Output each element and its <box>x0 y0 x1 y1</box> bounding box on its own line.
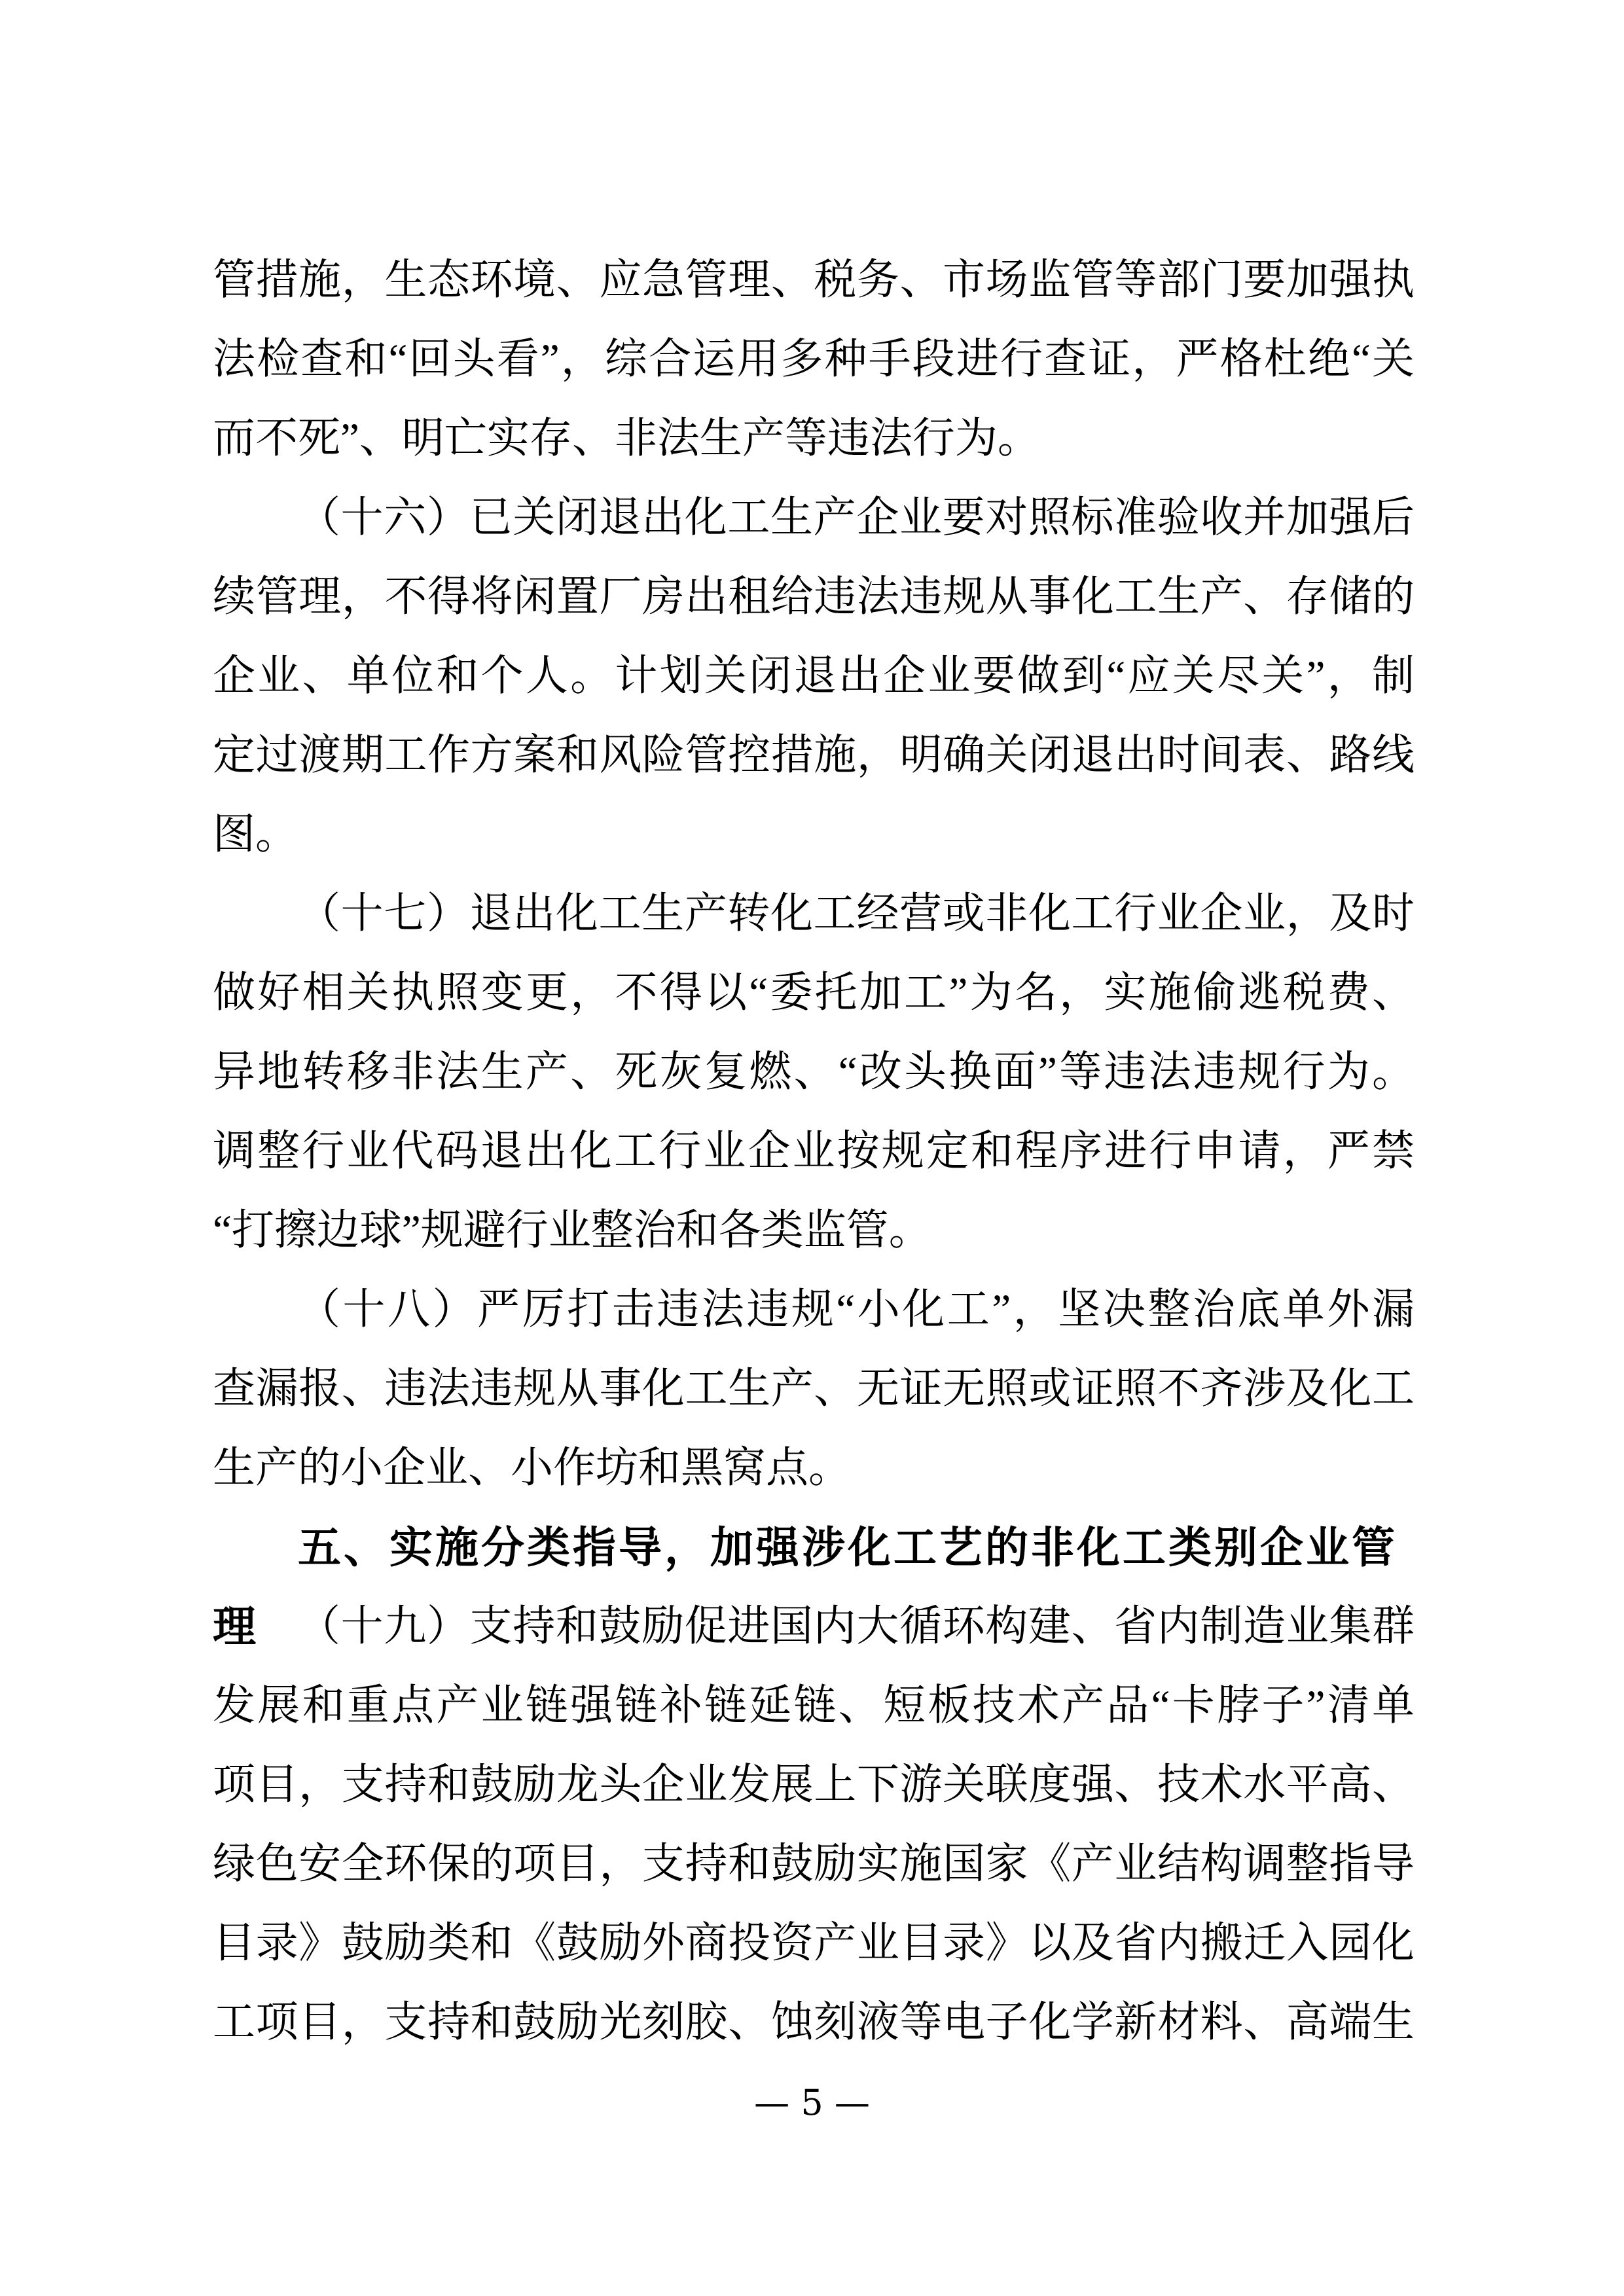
text-line: 法检查和“回头看”，综合运用多种手段进行查证，严格杜绝“关 <box>213 336 1415 383</box>
text-line: 续管理，不得将闲置厂房出租给违法违规从事化工生产、存储的 <box>213 573 1415 620</box>
text-line: 查漏报、违法违规从事化工生产、无证无照或证照不齐涉及化工 <box>213 1365 1415 1412</box>
document-body <box>213 241 1415 2062</box>
page-number: — 5 — <box>754 2082 870 2123</box>
text-line: 发展和重点产业链强链补链延链、短板技术产品“卡脖子”清单 <box>213 1682 1415 1729</box>
text-line: （十八）严厉打击违法违规“小化工”，坚决整治底单外漏 <box>298 1286 1415 1333</box>
text-line: 调整行业代码退出化工行业企业按规定和程序进行申请，严禁 <box>213 1128 1415 1175</box>
text-line: 项目，支持和鼓励龙头企业发展上下游关联度强、技术水平高、 <box>213 1761 1415 1808</box>
section-heading: 五、实施分类指导，加强涉化工艺的非化工类别企业管理 <box>213 1522 1398 1652</box>
text-line: 定过渡期工作方案和风险管控措施，明确关闭退出时间表、路线 <box>213 732 1415 779</box>
text-line: 做好相关执照变更，不得以“委托加工”为名，实施偷逃税费、 <box>213 969 1415 1016</box>
text-line: “打擦边球”规避行业整治和各类监管。 <box>213 1207 931 1254</box>
text-line: 目录》鼓励类和《鼓励外商投资产业目录》以及省内搬迁入园化 <box>213 1920 1415 1967</box>
text-line: 生产的小企业、小作坊和黑窝点。 <box>213 1444 852 1492</box>
text-line: （十七）退出化工生产转化工经营或非化工行业企业，及时 <box>298 890 1415 937</box>
text-line: 工项目，支持和鼓励光刻胶、蚀刻液等电子化学新材料、高端生 <box>213 1999 1415 2046</box>
text-line: 异地转移非法生产、死灰复燃、“改头换面”等违法违规行为。 <box>213 1049 1415 1096</box>
text-line: 绿色安全环保的项目，支持和鼓励实施国家《产业结构调整指导 <box>213 1840 1415 1888</box>
text-line: 企业、单位和个人。计划关闭退出企业要做到“应关尽关”，制 <box>213 653 1415 700</box>
text-line: 而不死”、明亡实存、非法生产等违法行为。 <box>213 415 1040 462</box>
text-line: 管措施，生态环境、应急管理、税务、市场监管等部门要加强执 <box>213 257 1415 304</box>
text-line: （十九）支持和鼓励促进国内大循环构建、省内制造业集群 <box>298 1603 1415 1650</box>
text-line: 图。 <box>213 811 298 858</box>
text-line: （十六）已关闭退出化工生产企业要对照标准验收并加强后 <box>298 494 1415 541</box>
